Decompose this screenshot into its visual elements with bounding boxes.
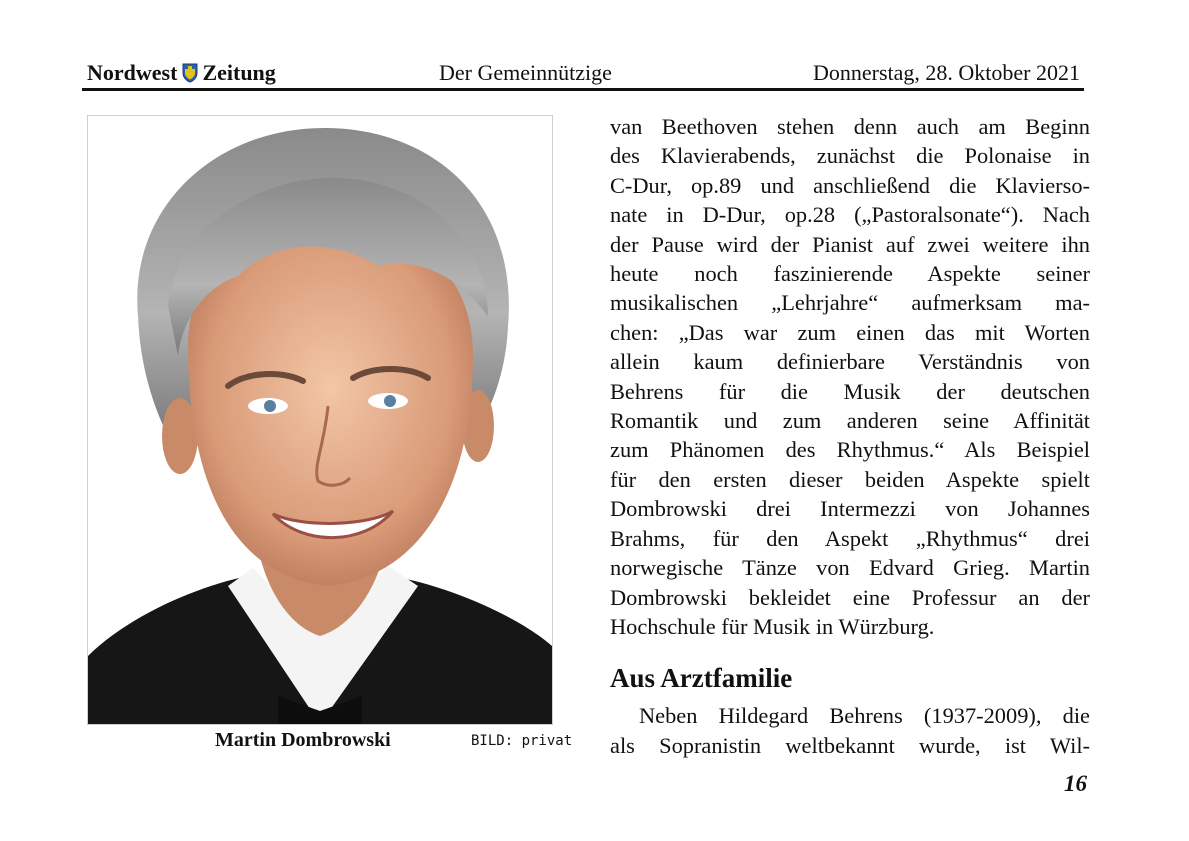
text-line: allein kaum definierbare Verständnis von [610,349,1090,375]
text-line: Brahms, für den Aspekt „Rhythmus“ drei [610,525,1090,551]
portrait-photo [87,115,553,725]
text-line: norwegische Tänze von Edvard Grieg. Martin [610,555,1090,581]
text-line: für den ersten dieser beiden Aspekte spielt [610,466,1090,492]
photo-caption: Martin Dombrowski [215,729,391,751]
text-line: des Klavierabends, zunächst die Polonaise in [610,143,1090,169]
newspaper-masthead [87,60,276,86]
text-line: Dombrowski drei Intermezzi von Johannes [610,496,1090,522]
text-line: Hochschule für Musik in Würzburg. [610,613,935,639]
text-line: Behrens für die Musik der deutschen [610,378,1090,404]
text-line: Romantik und zum anderen seine Affinität [610,408,1090,434]
text-line: Dombrowski bekleidet eine Professur an der [610,584,1090,610]
text-line: nate in D-Dur, op.28 („Pastoralsonate“). Nach [610,202,1090,228]
masthead-word-zeitung: Zeitung [202,60,276,85]
section-title: Der Gemeinnützige [439,60,612,85]
text-line: C-Dur, op.89 und anschließend die Klavierso- [610,172,1090,198]
text-line: chen: „Das war zum einen das mit Worten [610,319,1090,345]
article-column [610,112,1090,760]
text-line: als Sopranistin weltbekannt wurde, ist Wil- [610,732,1090,758]
text-line: heute noch faszinierende Aspekte seiner [610,261,1090,287]
text-line: musikalischen „Lehrjahre“ aufmerksam ma- [610,290,1090,316]
text-line: zum Phänomen des Rhythmus.“ Als Beispiel [610,437,1090,463]
masthead-word-nordwest: Nordwest [87,60,178,85]
article-paragraph [610,701,1090,760]
article-subheading: Aus Arztfamilie [610,663,793,694]
crest-logo-icon [182,63,198,83]
text-line: Neben Hildegard Behrens (1937-2009), die [639,703,1090,729]
photo-credit: BILD: privat [471,733,573,749]
text-line: der Pause wird der Pianist auf zwei weitere ihn [610,231,1090,257]
issue-date: Donnerstag, 28. Oktober 2021 [812,60,1080,85]
text-line: van Beethoven stehen denn auch am Beginn [610,114,1090,139]
page-number: 16 [1064,771,1087,796]
article-paragraph [610,112,1090,641]
page-header [82,56,1084,91]
